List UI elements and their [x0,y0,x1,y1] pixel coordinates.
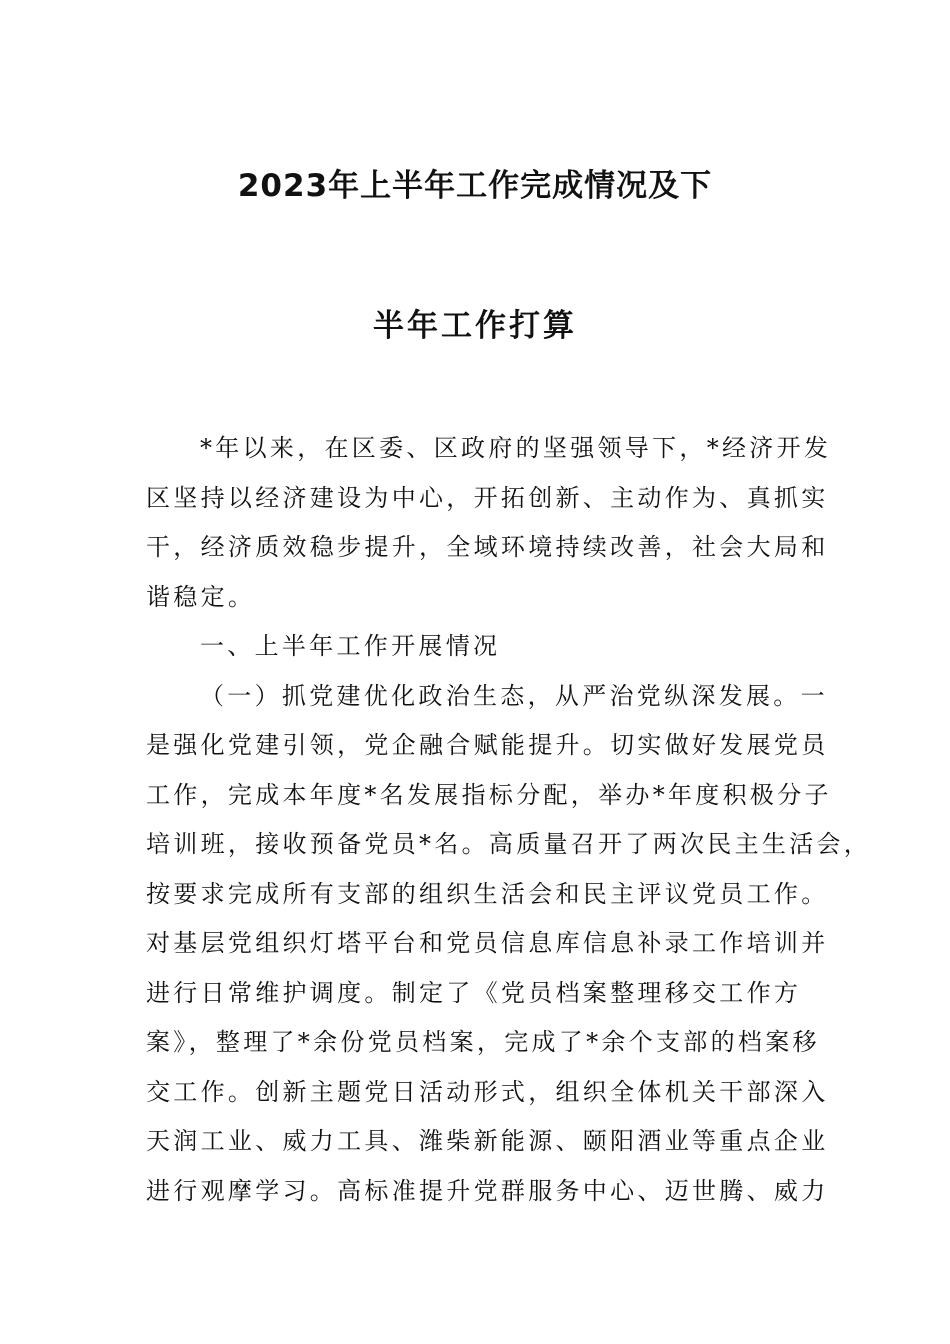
paragraph [146,622,826,672]
text-line: 谐稳定。 [146,582,256,611]
document-title-line-1: 2023年上半年工作完成情况及下 [237,168,713,204]
document-body [146,424,872,1216]
text-line: 干，经济质效稳步提升，全域环境持续改善，社会大局和 [146,533,829,561]
text-line: 进行日常维护调度。制定了《党员档案整理移交工作方 [146,978,802,1007]
text-line: （一）抓党建优化政治生态，从严治党纵深发展。一 [200,681,828,710]
document-title-line-2: 半年工作打算 [373,308,577,344]
text-line: 天润工业、威力工具、潍柴新能源、颐阳酒业等重点企业 [146,1127,829,1155]
text-line: 是强化党建引领，党企融合赋能提升。切实做好发展党员 [146,731,829,759]
text-line: 一、上半年工作开展情况 [200,632,501,660]
text-line: 区坚持以经济建设为中心，开拓创新、主动作为、真抓实 [146,483,829,512]
paragraph [146,672,872,1217]
text-line: 对基层党组织灯塔平台和党员信息库信息补录工作培训并 [146,929,829,957]
text-line: 案》，整理了*余份党员档案，完成了*余个支部的档案移 [146,1028,820,1056]
text-line: 培训班，接收预备党员*名。高质量召开了两次民主生活会， [146,830,872,858]
text-line: 工作，完成本年度*名发展指标分配，举办*年度积极分子 [146,780,832,809]
text-line: 交工作。创新主题党日活动形式，组织全体机关干部深入 [146,1077,829,1106]
text-line: 进行观摩学习。高标准提升党群服务中心、迈世腾、威力 [146,1176,829,1205]
text-line: 按要求完成所有支部的组织生活会和民主评议党员工作。 [146,879,829,908]
text-line: *年以来，在区委、区政府的坚强领导下，*经济开发 [200,434,832,462]
paragraph [146,424,832,622]
